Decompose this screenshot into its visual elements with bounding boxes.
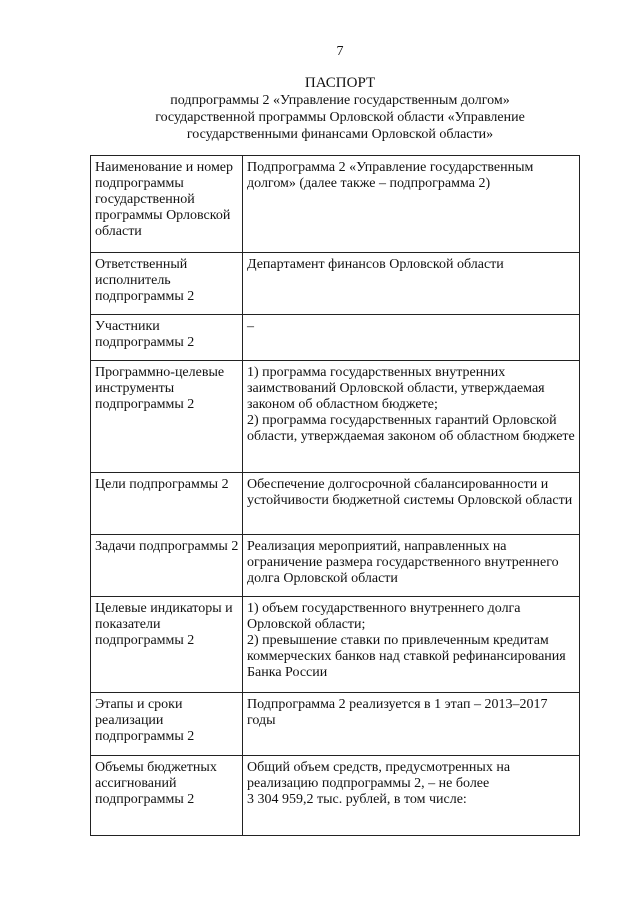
table-row [91,361,580,473]
row-value-line: Подпрограмма 2 «Управление государственным долгом» (далее также – подпрограмма 2) [247,160,534,191]
row-label: Объемы бюджетных ассигнований подпрограммы 2 [91,756,243,836]
row-value-line: Обеспечение долгосрочной сбалансированности и устойчивости бюджетной системы Орловской области [247,477,573,508]
table-row [91,535,580,597]
row-value-line: 3 304 959,2 тыс. рублей, в том числе: [247,792,467,807]
row-value-line: Департамент финансов Орловской области [247,257,504,272]
row-value [243,693,580,756]
row-label: Участники подпрограммы 2 [91,315,243,361]
row-value [243,756,580,836]
table-row [91,253,580,315]
page-number: 7 [336,44,344,59]
table-row [91,597,580,693]
row-value-line: Реализация мероприятий, направленных на ограничение размера государственного внутреннего долга Орловской области [247,539,559,586]
row-value-line: Общий объем средств, предусмотренных на реализацию подпрограммы 2, – не более [247,760,511,791]
document-subtitle-line: государственной программы Орловской области «Управление [155,110,525,125]
row-label: Ответственный исполнитель подпрограммы 2 [91,253,243,315]
passport-table [90,155,580,836]
row-value [243,156,580,253]
row-value [243,315,580,361]
table-row [91,315,580,361]
row-value-line: 2) превышение ставки по привлеченным кредитам коммерческих банков над ставкой рефинансирования Банка России [247,633,566,680]
document-header [0,75,640,143]
row-value-line: 1) объем государственного внутреннего долга Орловской области; [247,601,521,632]
row-label: Этапы и сроки реализации подпрограммы 2 [91,693,243,756]
row-value-line: Подпрограмма 2 реализуется в 1 этап – 2013–2017 годы [247,697,548,728]
row-value [243,597,580,693]
row-value [243,473,580,535]
table-row [91,756,580,836]
row-value [243,361,580,473]
table-row [91,473,580,535]
row-label: Задачи подпрограммы 2 [91,535,243,597]
row-value-line: 1) программа государственных внутренних заимствований Орловской области, утверждаемая законом об областном бюджете; [247,365,545,412]
row-label: Наименование и номер подпрограммы государственной программы Орловской области [91,156,243,253]
row-label: Целевые индикаторы и показатели подпрограммы 2 [91,597,243,693]
document-subtitle-line: государственными финансами Орловской области» [186,127,494,142]
row-value-line: 2) программа государственных гарантий Орловской области, утверждаемая законом об областном бюджете [247,413,575,444]
row-value [243,535,580,597]
document-title: ПАСПОРТ [304,75,376,91]
table-row [91,693,580,756]
row-label: Цели подпрограммы 2 [91,473,243,535]
row-label: Программно-целевые инструменты подпрограммы 2 [91,361,243,473]
table-row [91,156,580,253]
row-value-line: – [247,319,254,334]
row-value [243,253,580,315]
document-subtitle-line: подпрограммы 2 «Управление государственным долгом» [170,93,510,108]
